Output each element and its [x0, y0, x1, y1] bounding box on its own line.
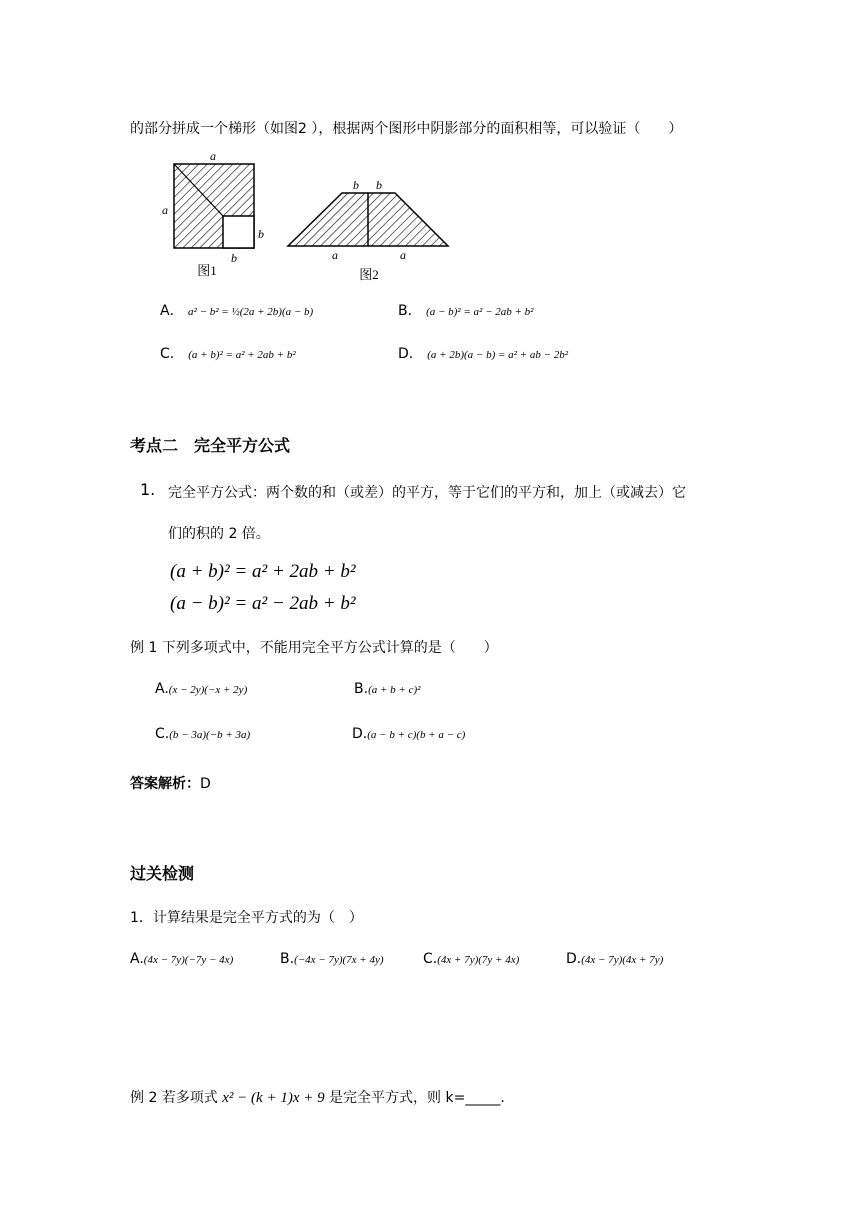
option-label: D．	[398, 346, 423, 362]
fig2-label-top-2: b	[376, 178, 382, 192]
answer-value: D	[200, 776, 211, 792]
fig1-label-bottom: b	[231, 251, 237, 265]
option-formula: (a − b)² = a² − 2ab + b²	[426, 306, 534, 318]
q0-option-c[interactable]	[160, 343, 296, 363]
example1-question: 例 1 下列多项式中，不能用完全平方公式计算的是（ ）	[130, 640, 498, 656]
option-formula: (a + 2b)(a − b) = a² + ab − 2b²	[427, 349, 569, 361]
option-label: D.	[566, 951, 582, 967]
test-heading: 过关检测	[130, 864, 195, 883]
option-formula: a² − b² = ½(2a + 2b)(a − b)	[188, 306, 314, 318]
q0-option-b[interactable]	[398, 300, 533, 320]
q0-option-d[interactable]	[398, 343, 568, 363]
fig1-label-right: b	[258, 227, 264, 241]
q0-option-a[interactable]	[160, 300, 313, 320]
fig2-label-bottom-2: a	[400, 248, 406, 262]
test-question: 1．计算结果是完全平方式的为（ ）	[130, 910, 363, 926]
answer-label: 答案解析：	[130, 776, 200, 792]
example2-suffix: 是完全平方式，则 k=_____.	[324, 1090, 505, 1106]
test-option-b[interactable]	[280, 951, 384, 967]
option-formula: (a − b + c)(b + a − c)	[367, 729, 466, 741]
option-label: A.	[130, 951, 144, 967]
figure-1	[162, 149, 264, 278]
option-label: B.	[280, 951, 295, 967]
option-formula: (b − 3a)(−b + 3a)	[169, 729, 251, 741]
ex1-option-c[interactable]	[155, 726, 250, 742]
fig2-label-bottom-1: a	[332, 248, 338, 262]
definition-line-2: 们的积的 2 倍。	[168, 526, 270, 542]
figure-2	[288, 178, 448, 282]
option-formula: (x − 2y)(−x + 2y)	[168, 684, 248, 696]
test-option-a[interactable]	[130, 951, 233, 967]
fig2-label-top-1: b	[353, 178, 359, 192]
example2-question	[130, 1087, 505, 1107]
fig1-label-top: a	[210, 149, 216, 163]
fig1-caption: 图1	[197, 263, 217, 278]
item-number: 1.	[140, 480, 156, 499]
option-formula: (4x + 7y)(7y + 4x)	[437, 954, 520, 966]
ex1-option-b[interactable]	[354, 681, 420, 697]
option-label: A.	[155, 681, 169, 697]
option-formula: (4x − 7y)(−7y − 4x)	[143, 954, 234, 966]
geometry-figure	[155, 148, 465, 286]
option-formula: (−4x − 7y)(7x + 4y)	[294, 954, 384, 966]
example2-prefix: 例 2 若多项式	[130, 1090, 223, 1106]
option-formula: (a + b)² = a² + 2ab + b²	[188, 349, 296, 361]
option-label: C．	[160, 346, 184, 362]
example1-answer	[130, 773, 211, 793]
intro-sentence: 的部分拼成一个梯形（如图2 ），根据两个图形中阴影部分的面积相等，可以验证（ ）	[130, 121, 683, 137]
formula-diff-square: (a − b)² = a² − 2ab + b²	[170, 593, 356, 614]
option-label: C.	[423, 951, 438, 967]
fig2-caption: 图2	[359, 267, 379, 282]
ex1-option-d[interactable]	[352, 726, 465, 742]
option-label: B．	[398, 303, 422, 319]
option-formula: (a + b + c)²	[368, 684, 421, 696]
option-label: A．	[160, 303, 184, 319]
test-option-c[interactable]	[423, 951, 519, 967]
section-heading: 考点二 完全平方公式	[130, 436, 291, 455]
option-label: D.	[352, 726, 368, 742]
definition-line-1: 完全平方公式：两个数的和（或差）的平方，等于它们的平方和，加上（或减去）它	[168, 485, 686, 501]
option-formula: (4x − 7y)(4x + 7y)	[581, 954, 664, 966]
fig1-label-left: a	[162, 203, 168, 217]
formula-sum-square: (a + b)² = a² + 2ab + b²	[170, 561, 356, 582]
option-label: C.	[155, 726, 170, 742]
ex1-option-a[interactable]	[155, 681, 247, 697]
example2-formula: x² − (k + 1)x + 9	[222, 1090, 325, 1106]
option-label: B.	[354, 681, 369, 697]
test-option-d[interactable]	[566, 951, 663, 967]
